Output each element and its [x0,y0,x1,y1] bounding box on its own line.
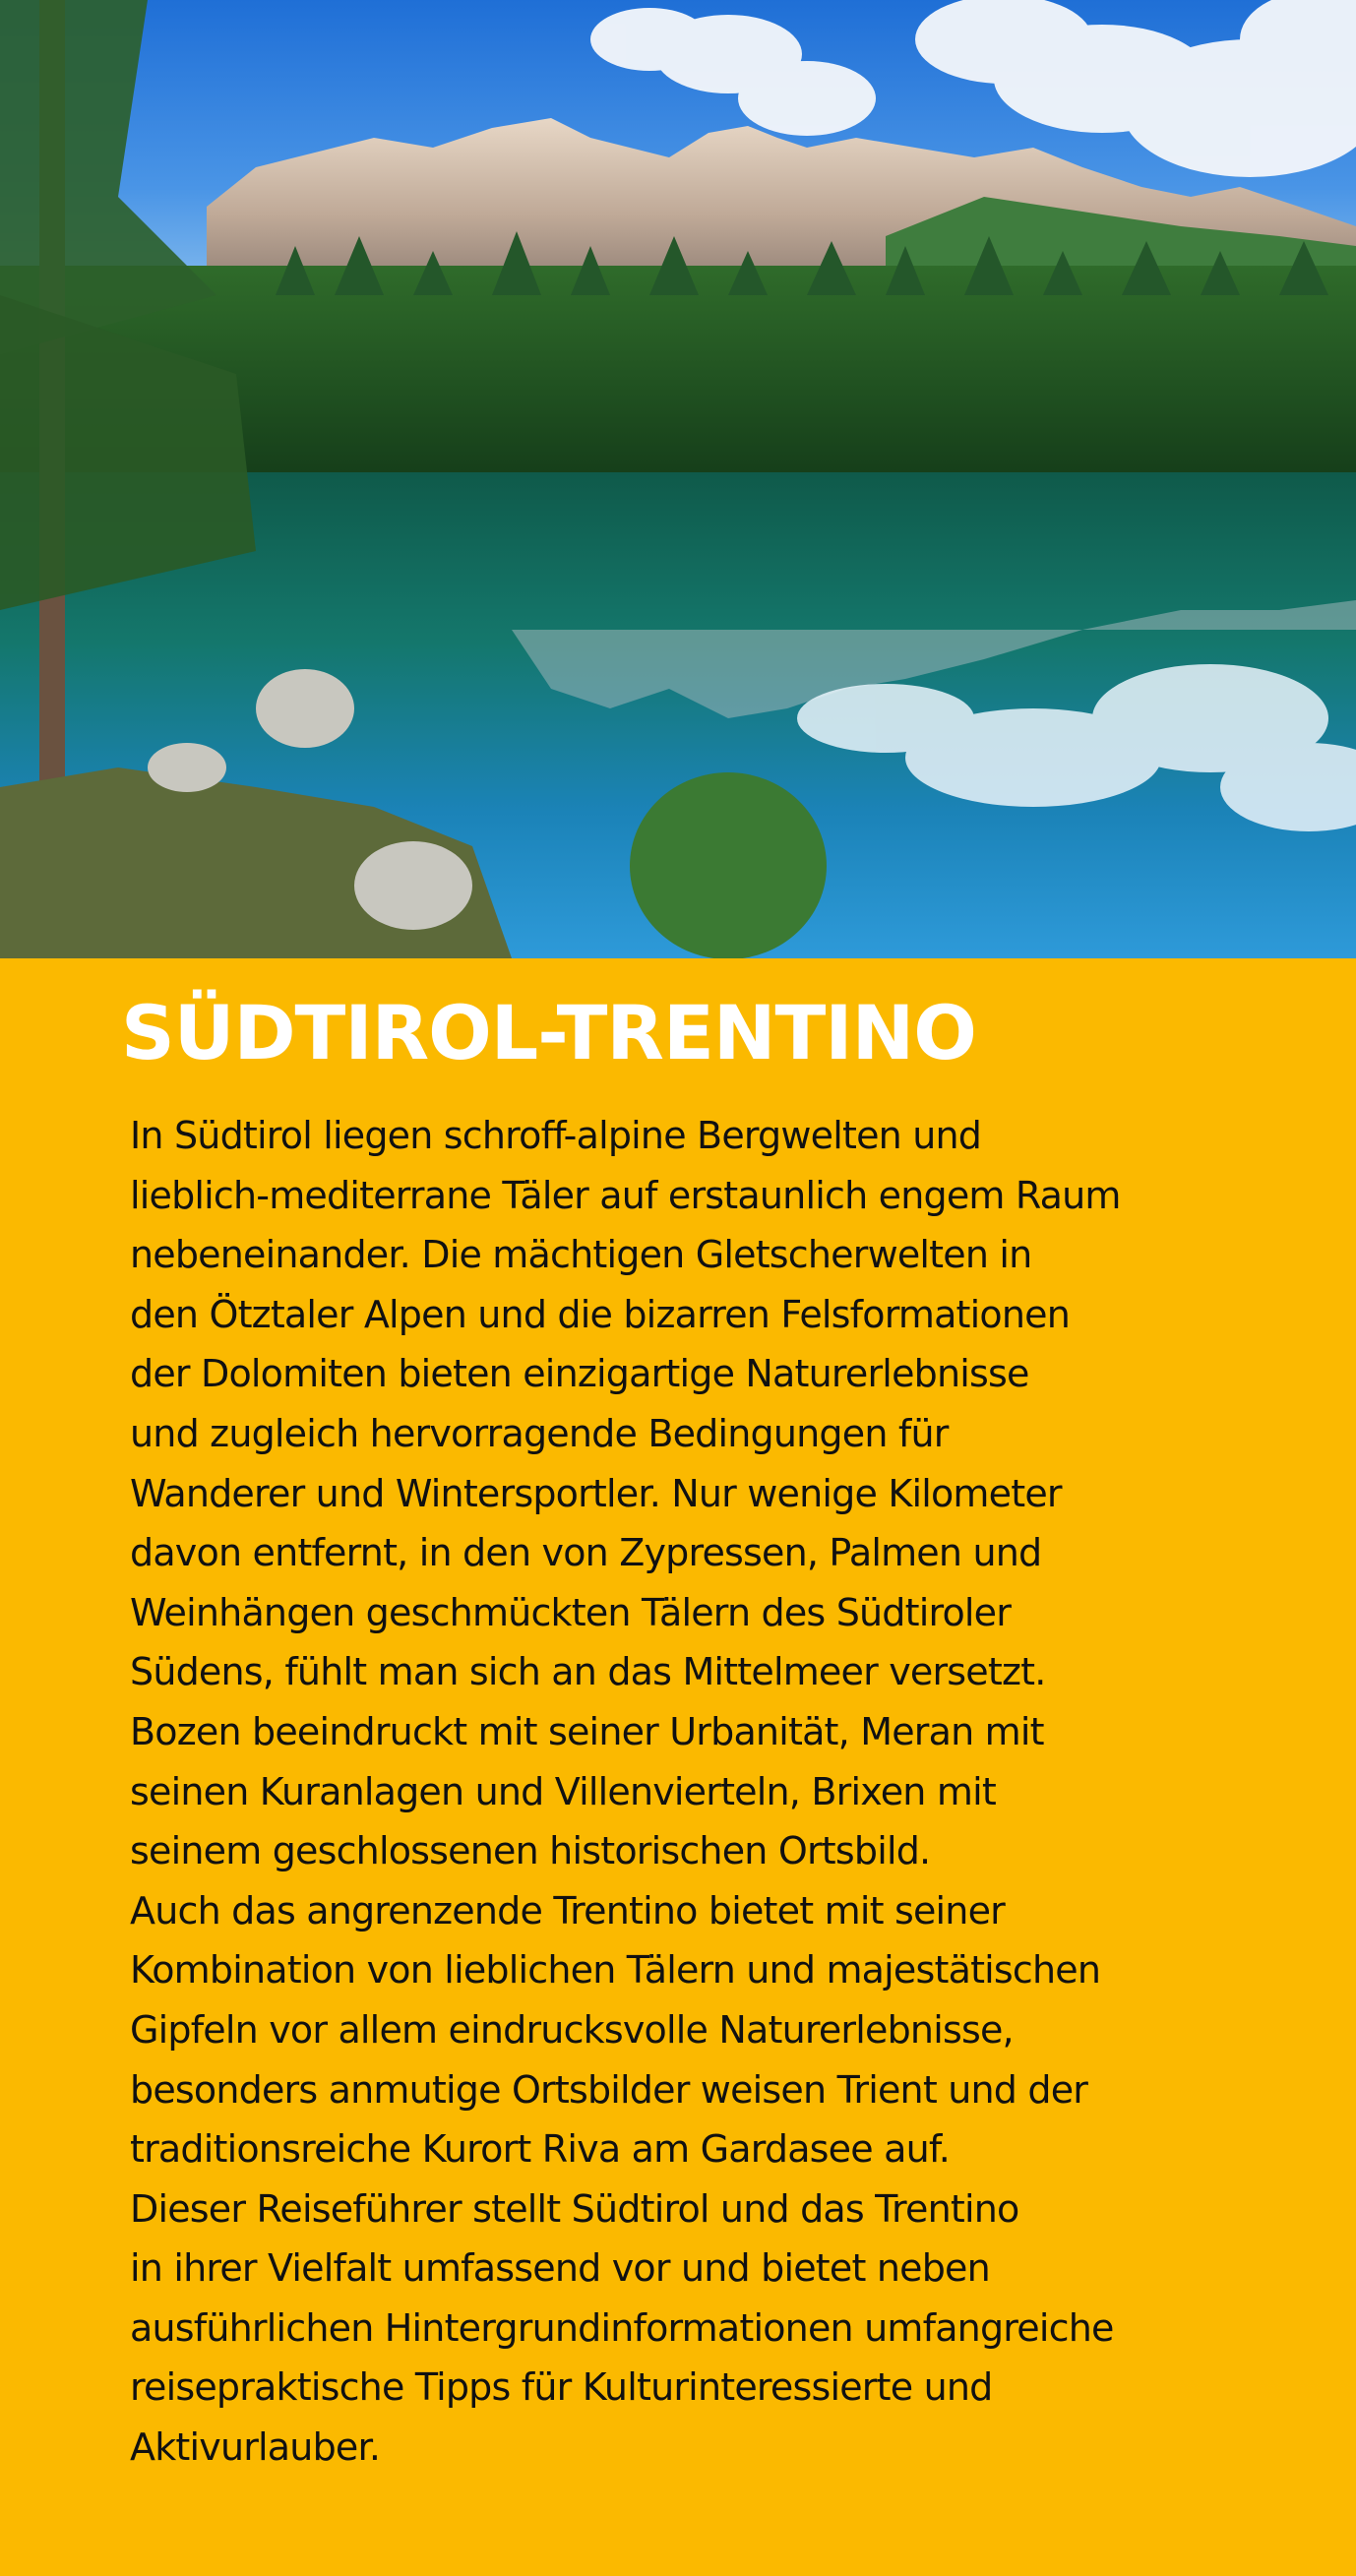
text-line: und zugleich hervorragende Bedingungen für [130,1411,949,1455]
text-line: Südens, fühlt man sich an das Mittelmeer versetzt. [130,1650,1046,1694]
text-line: Auch das angrenzende Trentino bietet mit seiner [130,1888,1005,1932]
text-line: traditionsreiche Kurort Riva am Gardasee auf. [130,2127,950,2172]
text-line: besonders anmutige Ortsbilder weisen Trient und der [130,2067,1088,2112]
text-line: davon entfernt, in den von Zypressen, Palmen und [130,1531,1042,1575]
text-line: seinem geschlossenen historischen Ortsbild. [130,1829,931,1873]
text-line: nebeneinander. Die mächtigen Gletscherwelten in [130,1233,1032,1277]
text-line: lieblich-mediterrane Täler auf erstaunlich engem Raum [130,1173,1121,1217]
text-line: der Dolomiten bieten einzigartige Naturerlebnisse [130,1352,1029,1396]
shrub [630,772,827,958]
text-line: Aktivurlauber. [130,2425,381,2470]
text-line: ausführlichen Hintergrundinformationen umfangreiche [130,2305,1114,2350]
text-line: Gipfeln vor allem eindrucksvolle Naturerlebnisse, [130,2007,1014,2052]
text-line: Kombination von lieblichen Tälern und majestätischen [130,1948,1101,1993]
description [130,1106,1321,2478]
page-title: SÜDTIROL-TRENTINO [121,989,976,1076]
text-line: reisepraktische Tipps für Kulturinteressierte und [130,2365,993,2410]
text-panel [0,958,1356,2576]
landscape-illustration [0,0,1356,958]
text-line: seinen Kuranlagen und Villenvierteln, Brixen mit [130,1769,996,1813]
text-line: Wanderer und Wintersportler. Nur wenige Kilometer [130,1471,1062,1515]
text-line: Weinhängen geschmückten Tälern des Südtiroler [130,1590,1012,1634]
text-line: In Südtirol liegen schroff-alpine Bergwelten und [130,1114,982,1157]
landscape-photo [0,0,1356,958]
text-line: in ihrer Vielfalt umfassend vor und bietet neben [130,2246,990,2291]
text-line: den Ötztaler Alpen und die bizarren Felsformationen [130,1292,1071,1336]
text-line: Dieser Reiseführer stellt Südtirol und das Trentino [130,2186,1019,2231]
text-line: Bozen beeindruckt mit seiner Urbanität, Meran mit [130,1709,1044,1753]
